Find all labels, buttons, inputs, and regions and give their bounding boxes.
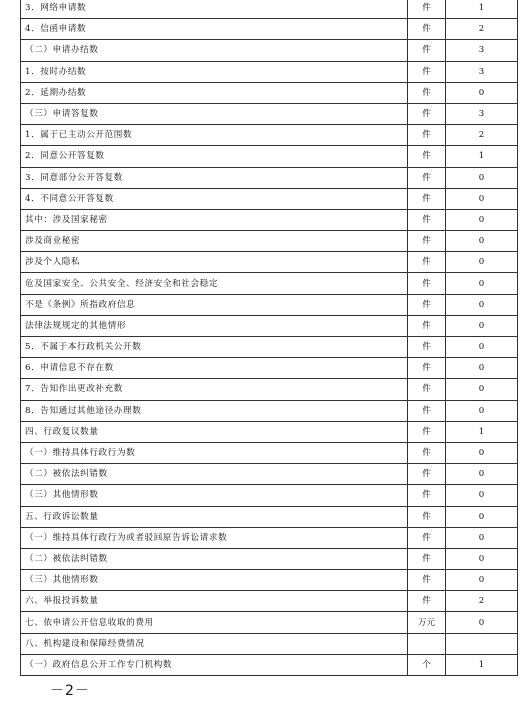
row-unit: 件 (408, 61, 446, 82)
row-unit: 件 (408, 209, 446, 230)
row-quantity: 1 (446, 654, 518, 675)
table-row (21, 82, 518, 103)
table-row (21, 146, 518, 167)
row-unit (408, 633, 446, 654)
row-item-label: （三）其他情形数 (21, 570, 408, 591)
row-item-label: 8．告知通过其他途径办理数 (21, 400, 408, 421)
table-row (21, 209, 518, 230)
row-unit: 件 (408, 231, 446, 252)
row-unit: 件 (408, 400, 446, 421)
row-quantity: 0 (446, 379, 518, 400)
row-item-label: 2．延期办结数 (21, 82, 408, 103)
row-unit: 个 (408, 654, 446, 675)
row-quantity: 0 (446, 231, 518, 252)
row-unit: 件 (408, 315, 446, 336)
table-row (21, 19, 518, 40)
table-row (21, 188, 518, 209)
table-row (21, 485, 518, 506)
table-row (21, 0, 518, 19)
table-row (21, 421, 518, 442)
row-quantity: 0 (446, 485, 518, 506)
row-quantity: 0 (446, 612, 518, 633)
row-quantity: 2 (446, 19, 518, 40)
row-item-label: 涉及商业秘密 (21, 231, 408, 252)
row-quantity: 0 (446, 506, 518, 527)
row-item-label: （一）维持具体行政行为或者驳回原告诉讼请求数 (21, 527, 408, 548)
row-item-label: 3．网络申请数 (21, 0, 408, 19)
row-item-label: 4．不同意公开答复数 (21, 188, 408, 209)
row-unit: 件 (408, 273, 446, 294)
row-quantity: 0 (446, 570, 518, 591)
row-quantity: 0 (446, 464, 518, 485)
row-unit: 件 (408, 358, 446, 379)
row-unit: 万元 (408, 612, 446, 633)
row-unit: 件 (408, 19, 446, 40)
row-quantity (446, 633, 518, 654)
row-quantity: 0 (446, 400, 518, 421)
table-row (21, 103, 518, 124)
row-quantity: 1 (446, 146, 518, 167)
row-item-label: 5．不属于本行政机关公开数 (21, 337, 408, 358)
row-item-label: 6．申请信息不存在数 (21, 358, 408, 379)
row-item-label: 四、行政复议数量 (21, 421, 408, 442)
table-row (21, 506, 518, 527)
row-unit: 件 (408, 570, 446, 591)
table-row (21, 591, 518, 612)
table-row (21, 231, 518, 252)
table-row (21, 167, 518, 188)
row-unit: 件 (408, 527, 446, 548)
table-row (21, 400, 518, 421)
row-quantity: 0 (446, 442, 518, 463)
row-quantity: 0 (446, 252, 518, 273)
table-row (21, 570, 518, 591)
row-quantity: 0 (446, 188, 518, 209)
statistics-table (20, 0, 518, 676)
row-unit: 件 (408, 548, 446, 569)
row-item-label: 4．信函申请数 (21, 19, 408, 40)
row-unit: 件 (408, 464, 446, 485)
row-unit: 件 (408, 485, 446, 506)
row-quantity: 0 (446, 209, 518, 230)
row-item-label: 五、行政诉讼数量 (21, 506, 408, 527)
row-item-label: （二）被依法纠错数 (21, 464, 408, 485)
row-unit: 件 (408, 379, 446, 400)
row-unit: 件 (408, 252, 446, 273)
table-row (21, 337, 518, 358)
table-row (21, 442, 518, 463)
table-row (21, 252, 518, 273)
row-item-label: 3．同意部分公开答复数 (21, 167, 408, 188)
row-item-label: 1．按时办结数 (21, 61, 408, 82)
row-item-label: （三）申请答复数 (21, 103, 408, 124)
table-row (21, 464, 518, 485)
row-quantity: 2 (446, 591, 518, 612)
row-item-label: 涉及个人隐私 (21, 252, 408, 273)
row-quantity: 0 (446, 315, 518, 336)
table-row (21, 633, 518, 654)
row-quantity: 0 (446, 167, 518, 188)
table-row (21, 61, 518, 82)
row-quantity: 0 (446, 527, 518, 548)
table-row (21, 315, 518, 336)
row-item-label: （三）其他情形数 (21, 485, 408, 506)
table-row (21, 40, 518, 61)
row-unit: 件 (408, 506, 446, 527)
row-unit: 件 (408, 125, 446, 146)
row-item-label: 1．属于已主动公开范围数 (21, 125, 408, 146)
row-item-label: 危及国家安全、公共安全、经济安全和社会稳定 (21, 273, 408, 294)
row-item-label: 法律法规规定的其他情形 (21, 315, 408, 336)
row-unit: 件 (408, 146, 446, 167)
row-unit: 件 (408, 167, 446, 188)
row-item-label: 七、依申请公开信息收取的费用 (21, 612, 408, 633)
row-unit: 件 (408, 0, 446, 19)
row-unit: 件 (408, 294, 446, 315)
statistics-table-body (21, 0, 518, 676)
row-quantity: 0 (446, 82, 518, 103)
row-quantity: 0 (446, 548, 518, 569)
row-quantity: 0 (446, 337, 518, 358)
row-unit: 件 (408, 591, 446, 612)
row-quantity: 3 (446, 61, 518, 82)
row-unit: 件 (408, 442, 446, 463)
table-row (21, 548, 518, 569)
row-quantity: 1 (446, 0, 518, 19)
row-quantity: 0 (446, 358, 518, 379)
page-number: －2－ (50, 683, 90, 699)
row-quantity: 0 (446, 273, 518, 294)
row-quantity: 3 (446, 40, 518, 61)
row-item-label: 其中：涉及国家秘密 (21, 209, 408, 230)
row-unit: 件 (408, 82, 446, 103)
row-item-label: 六、举报投诉数量 (21, 591, 408, 612)
table-row (21, 654, 518, 675)
table-row (21, 379, 518, 400)
row-item-label: 八、机构建设和保障经费情况 (21, 633, 408, 654)
row-item-label: （二）被依法纠错数 (21, 548, 408, 569)
table-row (21, 294, 518, 315)
row-item-label: （一）政府信息公开工作专门机构数 (21, 654, 408, 675)
row-unit: 件 (408, 103, 446, 124)
row-quantity: 3 (446, 103, 518, 124)
table-row (21, 125, 518, 146)
row-unit: 件 (408, 337, 446, 358)
row-item-label: 不是《条例》所指政府信息 (21, 294, 408, 315)
row-unit: 件 (408, 40, 446, 61)
row-unit: 件 (408, 421, 446, 442)
row-quantity: 2 (446, 125, 518, 146)
row-quantity: 0 (446, 294, 518, 315)
row-unit: 件 (408, 188, 446, 209)
table-row (21, 612, 518, 633)
table-row (21, 527, 518, 548)
row-item-label: 2．同意公开答复数 (21, 146, 408, 167)
row-item-label: 7．告知作出更改补充数 (21, 379, 408, 400)
row-quantity: 1 (446, 421, 518, 442)
table-row (21, 358, 518, 379)
row-item-label: （一）维持具体行政行为数 (21, 442, 408, 463)
table-row (21, 273, 518, 294)
row-item-label: （二）申请办结数 (21, 40, 408, 61)
